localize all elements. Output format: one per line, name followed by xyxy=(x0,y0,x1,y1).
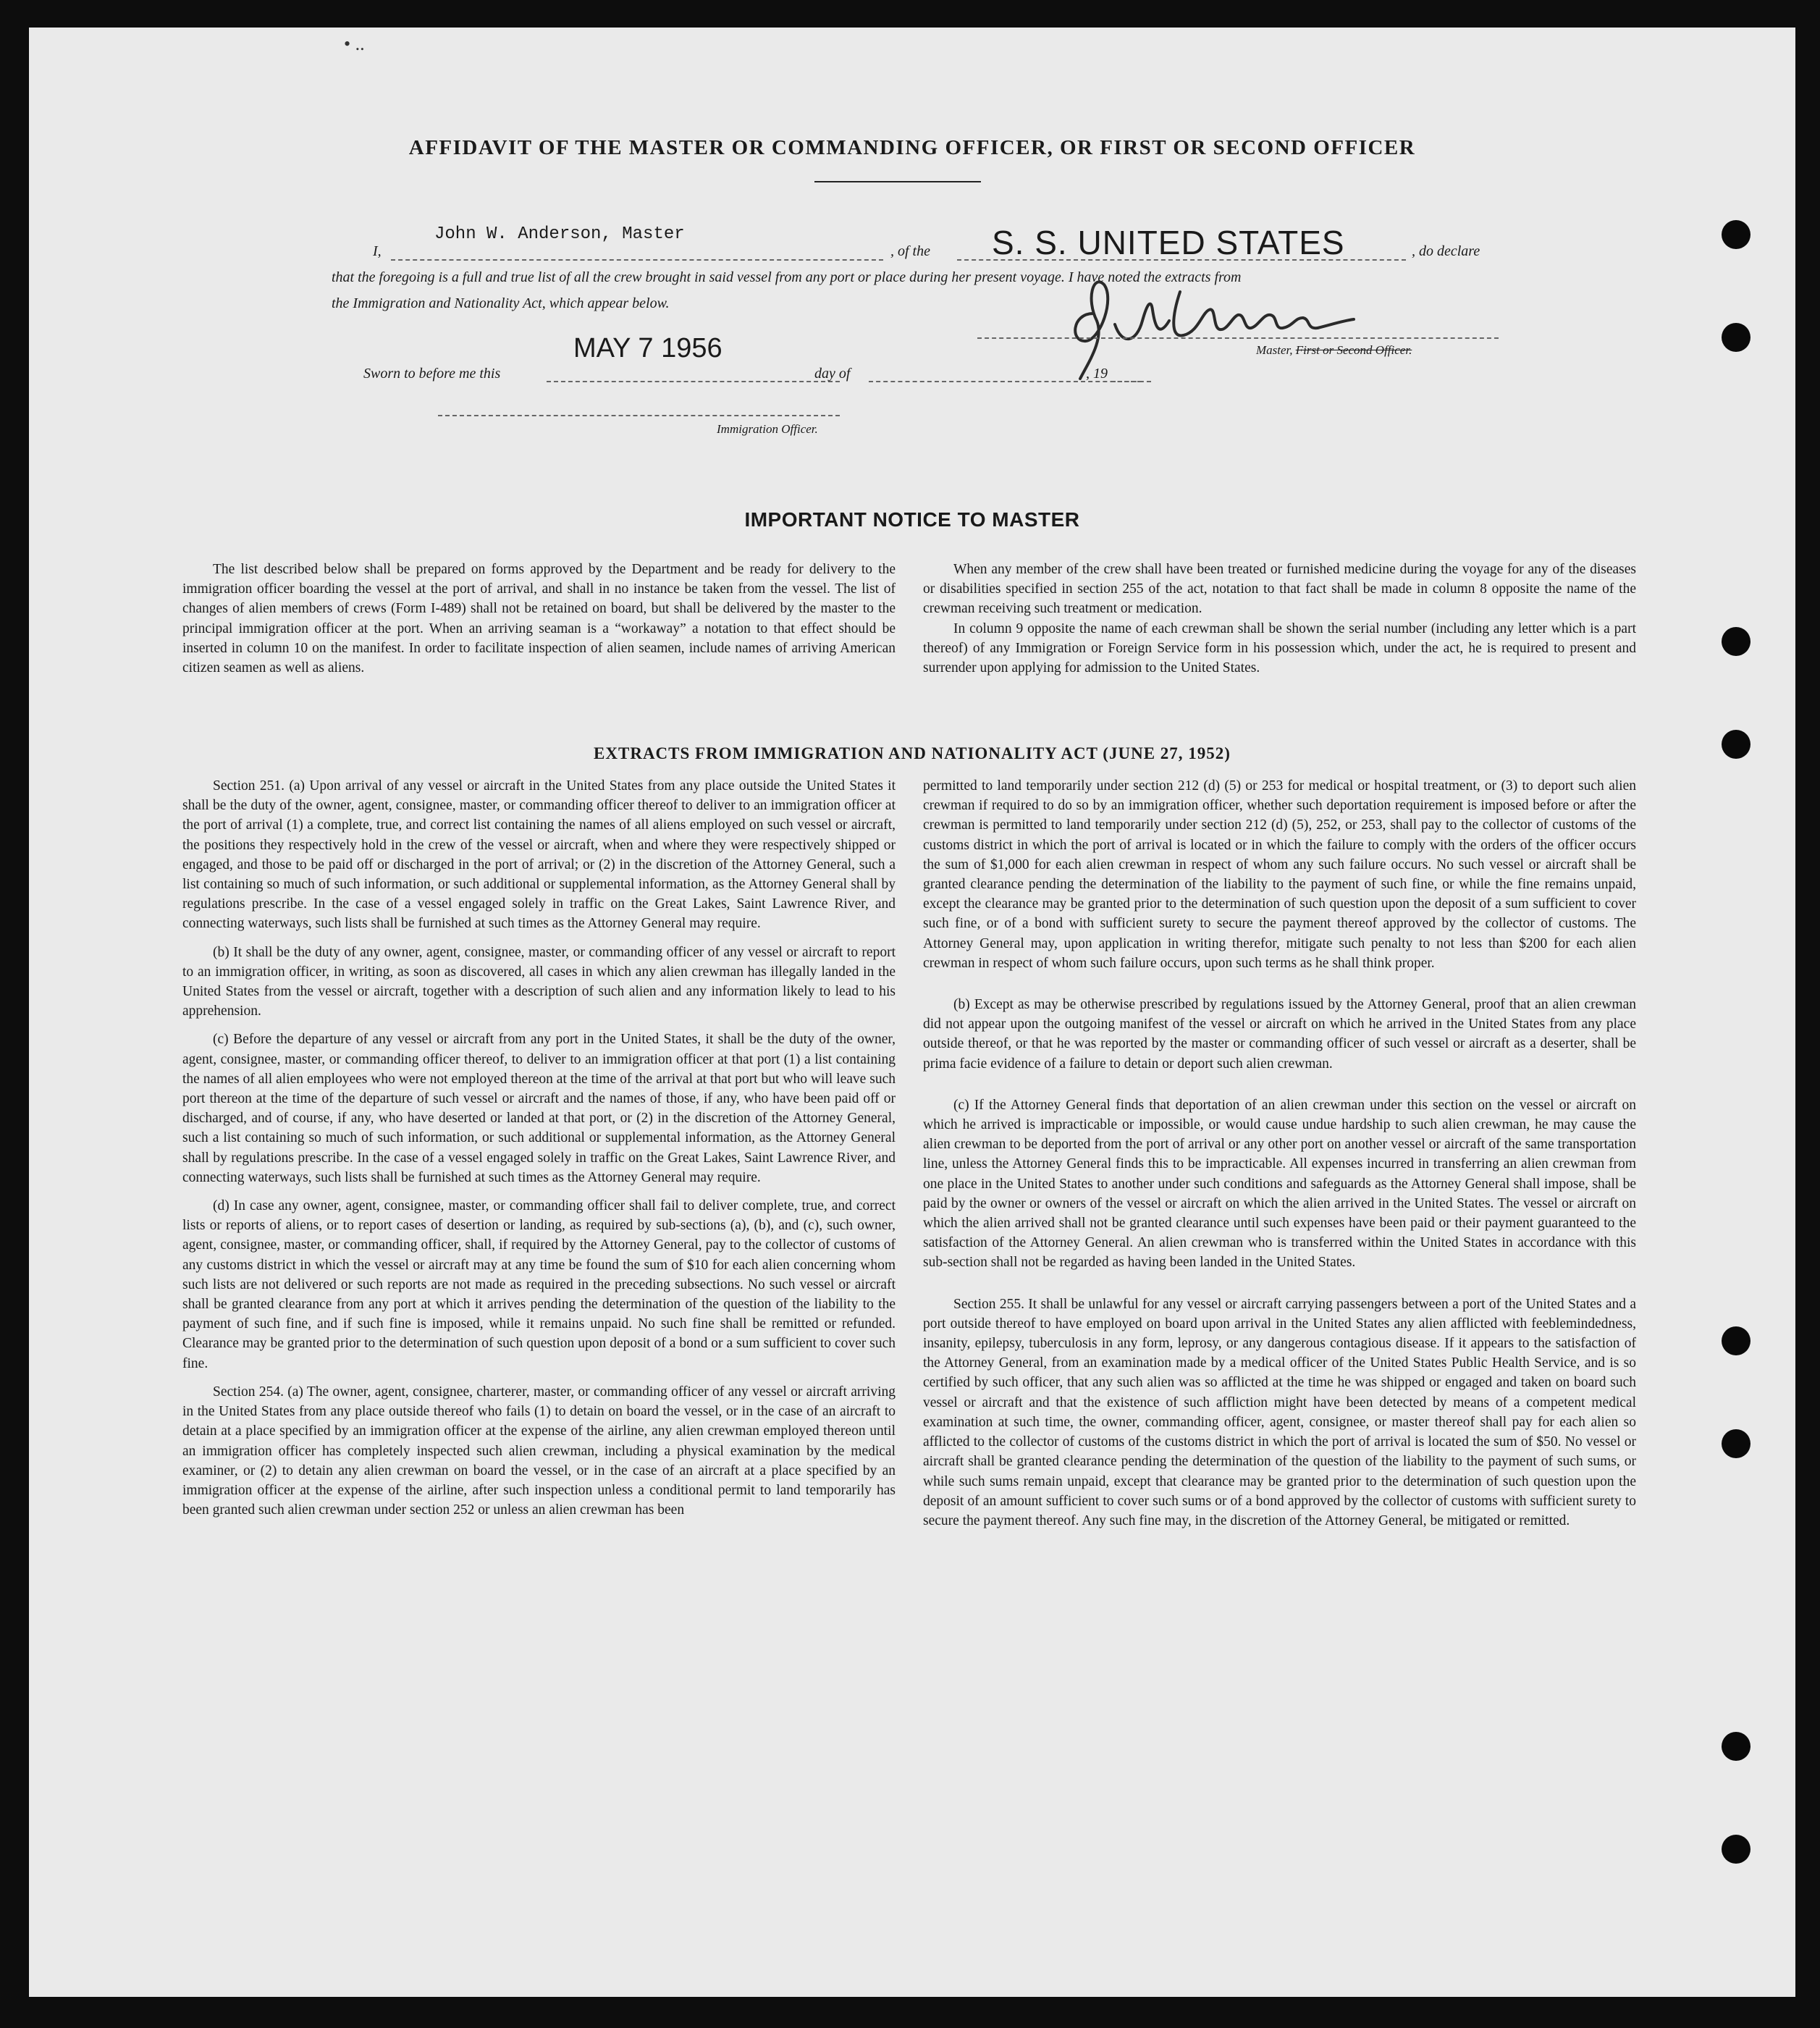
officer-name: John W. Anderson, Master xyxy=(434,224,685,244)
signature-line xyxy=(977,337,1499,339)
notice-left-column xyxy=(182,560,896,678)
punch-hole xyxy=(1722,1326,1751,1355)
vessel-line xyxy=(957,259,1406,261)
name-line xyxy=(391,259,883,261)
vessel-name: S. S. UNITED STATES xyxy=(992,224,1345,261)
stamp-date: MAY 7 1956 xyxy=(573,333,722,363)
day-of-line xyxy=(869,381,1151,382)
sworn-label: Sworn to before me this xyxy=(363,366,501,382)
punch-hole xyxy=(1722,220,1751,249)
section-254b: (b) Except as may be otherwise prescribed by regulations issued by the Attorney General, proof that an alien crewman did not appear upon the outgoing manifest of the vessel or aircraft on which he arrived in the United States from any place outside thereof, or that he was reported by the master or commanding officer of such vessel or aircraft as a deserter, shall be prima facie evidence of a failure to detain or deport such alien crewman. xyxy=(923,997,1636,1072)
immigration-officer-label: Immigration Officer. xyxy=(717,422,818,436)
punch-hole xyxy=(1722,730,1751,759)
section-254a: Section 254. (a) The owner, agent, consignee, charterer, master, or commanding officer of any vessel or aircraft arriving in the United States from any place outside thereof who fails (1) to detain on board the vessel, or in the case of an aircraft to detain at a place specified by an immigration officer at the expense of the airline, any alien crewman employed thereon until an immigration officer has completely inspected such alien crewman, including a physical examination by the medical examiner, or (2) to detain any alien crewman on board the vessel, or in the case of an aircraft at a place specified by an immigration officer at the expense of the airline, after such inspection unless a conditional permit to land temporarily has been granted such alien crewman under section 252 or unless an alien crewman has been xyxy=(182,1384,896,1518)
punch-hole xyxy=(1722,1429,1751,1458)
year-label: , 19 xyxy=(1086,366,1108,382)
notice-right-column xyxy=(923,560,1636,678)
of-the-label: , of the xyxy=(890,243,930,259)
section-254c: (c) If the Attorney General finds that deportation of an alien crewman under this section on the vessel or aircraft on which he arrived is impracticable or impossible, or would cause undue hardship to such alien crewman, he may cause the alien crewman to be deported from the port of arrival or any other port on another vessel or aircraft of the same transportation line, unless the Attorney General finds this to be impracticable. All expenses incurred in transferring an alien crewman from one place in the United States to another under such conditions and safeguards as the Attorney General shall impose, shall be paid by the owner or owners of the vessel or aircraft on which the alien arrived in the United States. The vessel or aircraft on which the alien arrived shall not be granted clearance until such expenses have been paid or their payment guaranteed to the satisfaction of the Attorney General. An alien crewman who is transferred within the United States in accordance with this sub-section shall not be regarded as having been landed in the United States. xyxy=(923,1097,1636,1271)
signer-title xyxy=(1256,343,1412,358)
notice-paragraph: In column 9 opposite the name of each crewman shall be shown the serial number (including any letter which is a part thereof) of any Immigration or Foreign Service form in his possession which, under the act, he is required to present and surrender upon applying for admission to the United States. xyxy=(923,620,1636,676)
declaration-line-2: the Immigration and Nationality Act, which appear below. xyxy=(332,295,670,311)
punch-hole xyxy=(1722,627,1751,656)
signer-title-struck: First or Second Officer. xyxy=(1295,343,1412,357)
extracts-left-column xyxy=(182,776,896,1528)
sworn-date-line xyxy=(547,381,840,382)
section-255: Section 255. It shall be unlawful for any vessel or aircraft carrying passengers between a port of the United States and a port outside thereof to have employed on board upon arrival in the United States any alien afflicted with feeblemindedness, insanity, epilepsy, tuberculosis in any form, leprosy, or any dangerous contagious disease. If it appears to the satisfaction of the Attorney General, from an examination made by a medical officer of the United States Public Health Service, and is so certified by such officer, that any such alien was so afflicted at the time he was shipped or engaged and taken on board such vessel or aircraft and that the existence of such affliction might have been detected by means of a competent medical examination at such time, the owner, commanding officer, agent, consignee, or master thereof shall pay for each alien so afflicted to the collector of customs of the customs district in which the port of arrival is located the sum of $50. No vessel or aircraft shall be granted clearance pending the determination of the question of the liability to the payment of such sums, or while such sums remain unpaid, except that clearance may be granted prior to the determination of such question upon the deposit of an amount sufficient to cover such sums or of a bond approved by the collector of customs with sufficient surety to secure the payment thereof. Any such fine may, in the discretion of the Attorney General, be mitigated or remitted. xyxy=(923,1296,1636,1528)
section-251b: (b) It shall be the duty of any owner, agent, consignee, master, or commanding officer of any vessel or aircraft to report to an immigration officer, in writing, as soon as discovered, all cases in which any alien crewman has illegally landed in the United States from the vessel or aircraft, together with a description of such alien and any information likely to lead to his apprehension. xyxy=(182,944,896,1019)
punch-hole xyxy=(1722,1732,1751,1761)
officer-line xyxy=(438,415,840,416)
i-label: I, xyxy=(373,243,382,259)
scan-marks: • .. xyxy=(344,33,365,54)
master-signature xyxy=(1064,270,1368,386)
declaration-line-1: that the foregoing is a full and true list of all the crew brought in said vessel from any port or place during her present voyage. I have noted the extracts from xyxy=(332,269,1242,285)
day-of-label: day of xyxy=(814,366,851,382)
year-line xyxy=(1111,381,1142,382)
title-rule xyxy=(814,181,981,182)
punch-hole xyxy=(1722,323,1751,352)
section-254a-continued: permitted to land temporarily under section 212 (d) (5) or 253 for medical or hospital treatment, or (3) to deport such alien crewman if required to do so by an immigration officer, whether such deportation requirement is imposed before or after the crewman is permitted to land temporarily under section 212 (d) (5), 252, or 253, shall pay to the collector of customs of the customs district in which the port of arrival is located or in which the failure to comply with the orders of the officer occurs the sum of $1,000 for each alien crewman in respect of whom any such failure occurs. No such vessel or aircraft shall be granted clearance pending the determination of the liability to the payment of such fine, or while the fine remains unpaid, except the clearance may be granted prior to the determination of such question upon the deposit of a sum sufficient to cover such fine, or of a bond with sufficient surety to secure the payment thereof approved by the collector of customs. The Attorney General may, upon application in writing therefor, mitigate such penalty to not less than $200 for each alien crewman in respect of whom such failure occurs, upon such terms as he shall think proper. xyxy=(923,778,1636,971)
notice-title: IMPORTANT NOTICE TO MASTER xyxy=(744,508,1080,531)
signer-title-master: Master, xyxy=(1256,343,1293,357)
extracts-title: EXTRACTS FROM IMMIGRATION AND NATIONALITY ACT (JUNE 27, 1952) xyxy=(594,744,1231,762)
section-251a: Section 251. (a) Upon arrival of any vessel or aircraft in the United States from any place outside the United States it shall be the duty of the owner, agent, consignee, master, or commanding officer thereof to deliver to an immigration officer at the port of arrival (1) a complete, true, and correct list containing the names of all aliens employed on such vessel or aircraft, the positions they respectively hold in the crew of the vessel or aircraft, when and where they were respectively shipped or engaged, and those to be paid off or discharged in the port of arrival; or (2) in the discretion of the Attorney General, such a list containing so much of such information, or such additional or supplemental information, as the Attorney General shall by regulations prescribe. In the case of a vessel engaged solely in traffic on the Great Lakes, Saint Lawrence River, and connecting waterways, such lists shall be furnished at such times as the Attorney General may require. xyxy=(182,778,896,932)
punch-hole xyxy=(1722,1835,1751,1864)
notice-paragraph: When any member of the crew shall have been treated or furnished medicine during the voyage for any of the diseases or disabilities specified in section 255 of the act, notation to that fact shall be made in column 8 opposite the name of the crewman receiving such treatment or medication. xyxy=(923,562,1636,617)
section-251c: (c) Before the departure of any vessel or aircraft from any port in the United States, it shall be the duty of the owner, agent, consignee, master, or commanding officer thereof, to deliver to an immigration officer at that port (1) a list containing the names of all alien employees who were not employed thereon at the time of the arrival at that port but who will leave such port thereon at the time of the departure of such vessel or aircraft and the names of those, if any, who have been paid off or discharged, and of course, if any, who have deserted or landed at that port, or (2) in the discretion of the Attorney General, such a list containing so much of such information, or such additional or supplemental information, as the Attorney General shall by regulations prescribe. In the case of a vessel engaged solely in traffic on the Great Lakes, Saint Lawrence River, and connecting waterways, such lists shall be furnished at such times as the Attorney General may require. xyxy=(182,1032,896,1185)
extracts-right-column xyxy=(923,776,1636,1539)
affidavit-page xyxy=(29,28,1795,1997)
do-declare-label: , do declare xyxy=(1412,243,1480,259)
section-251d: (d) In case any owner, agent, consignee, master, or commanding officer shall fail to deliver complete, true, and correct lists or reports of aliens, or to report cases of desertion or landing, as required by sub-sections (a), (b), and (c), such owner, agent, consignee, master, or commanding officer, shall, if required by the Attorney General, pay to the collector of customs of any customs district in which the vessel or aircraft may at any time be found the sum of $10 for each alien concerning whom such lists are not delivered or such reports are not made as required in the preceding subsections. No such vessel or aircraft shall be granted clearance from any port at which it arrives pending the determination of the question of the liability to the payment of such fine, and if such fine is imposed, while it remains unpaid. No such fine shall be remitted or refunded. Clearance may be granted prior to the determination of such question upon deposit of a bond or a sum sufficient to cover such fine. xyxy=(182,1198,896,1371)
notice-paragraph: The list described below shall be prepared on forms approved by the Department and be ready for delivery to the immigration officer boarding the vessel at the port of arrival, and shall in no instance be taken from the vessel. The list of changes of alien members of crews (Form I-489) shall not be retained on board, but shall be delivered by the master to the principal immigration officer at the port. When an arriving seaman is a “workaway” a notation to that effect should be inserted in column 10 on the manifest. In order to facilitate inspection of alien seamen, include names of arriving American citizen seamen as well as aliens. xyxy=(182,562,896,676)
affidavit-title: AFFIDAVIT OF THE MASTER OR COMMANDING OFFICER, OR FIRST OR SECOND OFFICER xyxy=(408,136,1416,159)
